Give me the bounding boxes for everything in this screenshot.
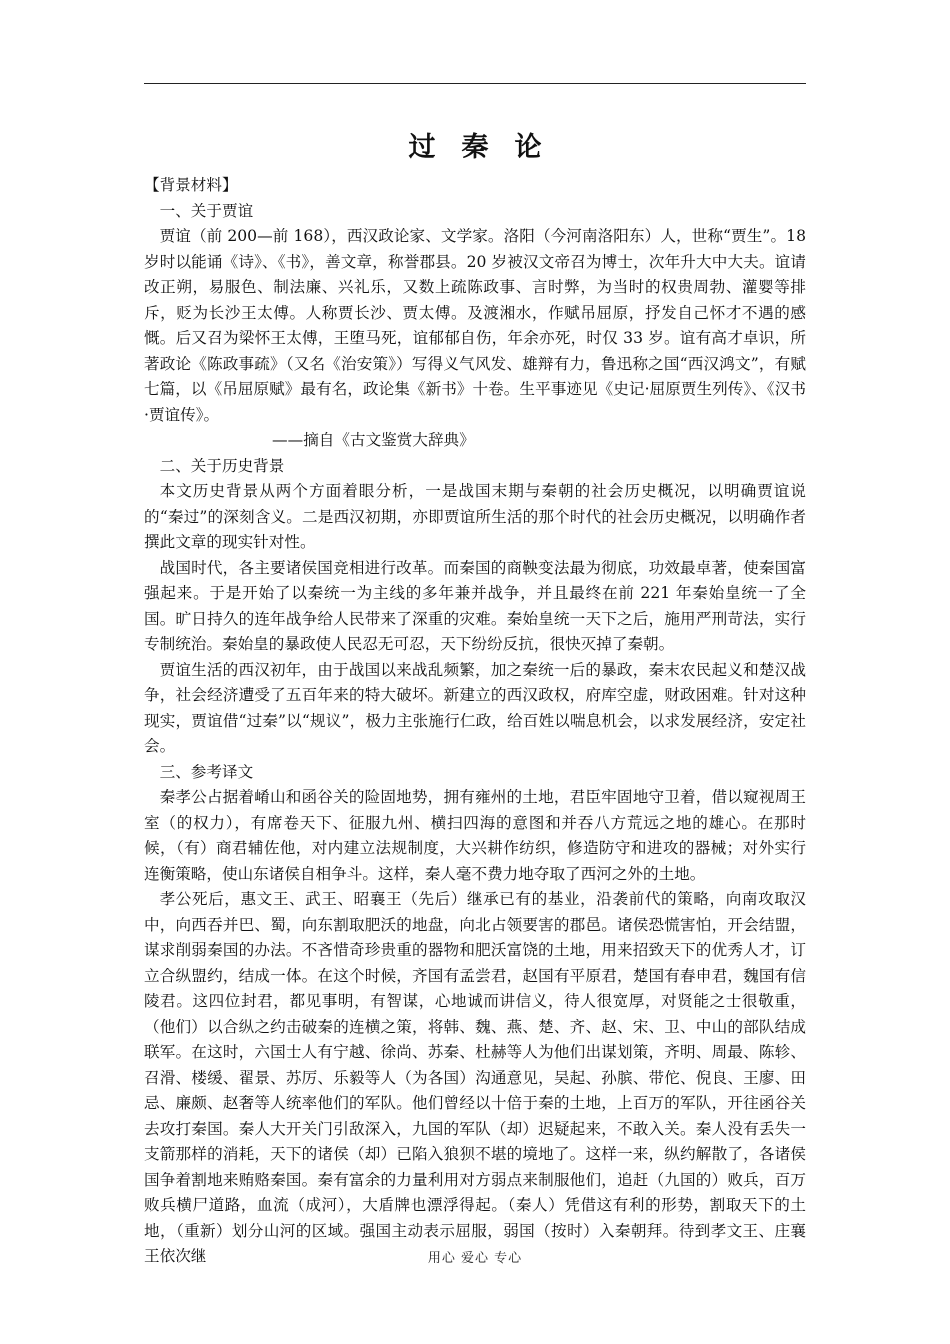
document-body xyxy=(144,173,806,1270)
header-rule xyxy=(144,83,806,84)
document-title: 过秦论 xyxy=(408,132,568,163)
section-heading-translation: 三、参考译文 xyxy=(159,762,254,781)
section-heading-history: 二、关于历史背景 xyxy=(159,456,285,475)
translation-paragraph: 孝公死后，惠文王、武王、昭襄王（先后）继承已有的基业，沿袭前代的策略，向南攻取汉中，向西吞并巴、蜀，向东割取肥沃的地盘，向北占领要害的郡邑。诸侯恐慌害怕，开会结盟，谋求削弱秦国的办法。不吝惜奇珍贵重的器物和肥沃富饶的土地，用来招致天下的优秀人才，订立合纵盟约，结成一体。在这个时候，齐国有孟尝君，赵国有平原君，楚国有春申君，魏国有信陵君。这四位封君，都见事明，有智谋，心地诚而讲信义，待人很宽厚，对贤能之士很敬重，（他们）以合纵之约击破秦的连横之策，将韩、魏、燕、楚、齐、赵、宋、卫、中山的部队结成联军。在这时，六国士人有宁越、徐尚、苏秦、杜赫等人为他们出谋划策，齐明、周最、陈轸、召滑、楼缓、翟景、苏厉、乐毅等人（为各国）沟通意见，吴起、孙膑、带佗、倪良、王廖、田忌、廉颇、赵奢等人统率他们的军队。他们曾经以十倍于秦的土地，上百万的军队，开往函谷关去攻打秦国。秦人大开关门引敌深入，九国的军队（却）迟疑起来，不敢入关。秦人没有丢失一支箭那样的消耗，天下的诸侯（却）已陷入狼狈不堪的境地了。这样一来，纵约解散了，各诸侯国争着割地来贿赂秦国。秦有富余的力量利用对方弱点来制服他们，追赶（九国的）败兵，百万败兵横尸道路，血流（成河），大盾牌也漂浮得起。（秦人）凭借这有利的形势，割取天下的土地，（重新）划分山河的区域。强国主动表示屈服，弱国（按时）入秦朝拜。待到孝文王、庄襄王依次继 xyxy=(144,890,806,1265)
source-citation: ——摘自《古文鉴赏大辞典》 xyxy=(272,431,475,449)
about-jiayi-paragraph: 贾谊（前 200—前 168），西汉政论家、文学家。洛阳（今河南洛阳东）人，世称“贾生”。18 岁时以能诵《诗》、《书》，善文章，称誉郡县。20 岁被汉文帝召为博士，次年升大中大夫。谊请改正朔，易服色、制法廉、兴礼乐，又数上疏陈政事、言时弊，为当时的权贵周勃、灌婴等排斥，贬为长沙王太傅。人称贾长沙、贾太傅。及渡湘水，作赋吊屈原，抒发自己怀才不遇的感慨。后又召为梁怀王太傅，王堕马死，谊郁郁自伤，年余亦死，时仅 33 岁。谊有高才卓识，所著政论《陈政事疏》（又名《治安策》）写得义气风发、雄辩有力，鲁迅称之国“西汉鸿文”，有赋七篇，以《吊屈原赋》最有名，政论集《新书》十卷。生平事迹见《史记·屈原贾生列传》、《汉书·贾谊传》。 xyxy=(144,227,806,424)
history-paragraph: 本文历史背景从两个方面着眼分析，一是战国末期与秦朝的社会历史概况，以明确贾谊说的“秦过”的深刻含义。二是西汉初期，亦即贾谊所生活的那个时代的社会历史概况，以明确作者撰此文章的现实针对性。 xyxy=(144,482,806,551)
page-footer: 用心 爱心 专心 xyxy=(427,1251,523,1266)
background-heading: 【背景材料】 xyxy=(144,176,238,194)
history-paragraph: 战国时代，各主要诸侯国竞相进行改革。而秦国的商鞅变法最为彻底，功效最卓著，使秦国富强起来。于是开始了以秦统一为主线的多年兼并战争，并且最终在前 221 年秦始皇统一了全国。旷日持久的连年战争给人民带来了深重的灾难。秦始皇统一天下之后，施用严刑苛法，实行专制统治。秦始皇的暴政使人民忍无可忍，天下纷纷反抗，很快灭掉了秦朝。 xyxy=(144,558,806,653)
history-paragraph: 贾谊生活的西汉初年，由于战国以来战乱频繁，加之秦统一后的暴政，秦末农民起义和楚汉战争，社会经济遭受了五百年来的特大破坏。新建立的西汉政权，府库空虚，财政困难。针对这种现实，贾谊借“过秦”以“规议”，极力主张施行仁政，给百姓以喘息机会，以求发展经济，安定社会。 xyxy=(144,660,806,755)
translation-paragraph: 秦孝公占据着崤山和函谷关的险固地势，拥有雍州的土地，君臣牢固地守卫着，借以窥视周王室（的权力），有席卷天下、征服九州、横扫四海的意图和并吞八方荒远之地的雄心。在那时候，（有）商君辅佐他，对内建立法规制度，大兴耕作纺织，修造防守和进攻的器械；对外实行连衡策略，使山东诸侯自相争斗。这样，秦人毫不费力地夺取了西河之外的土地。 xyxy=(144,788,806,883)
section-heading-about-jiayi: 一、关于贾谊 xyxy=(159,201,254,220)
